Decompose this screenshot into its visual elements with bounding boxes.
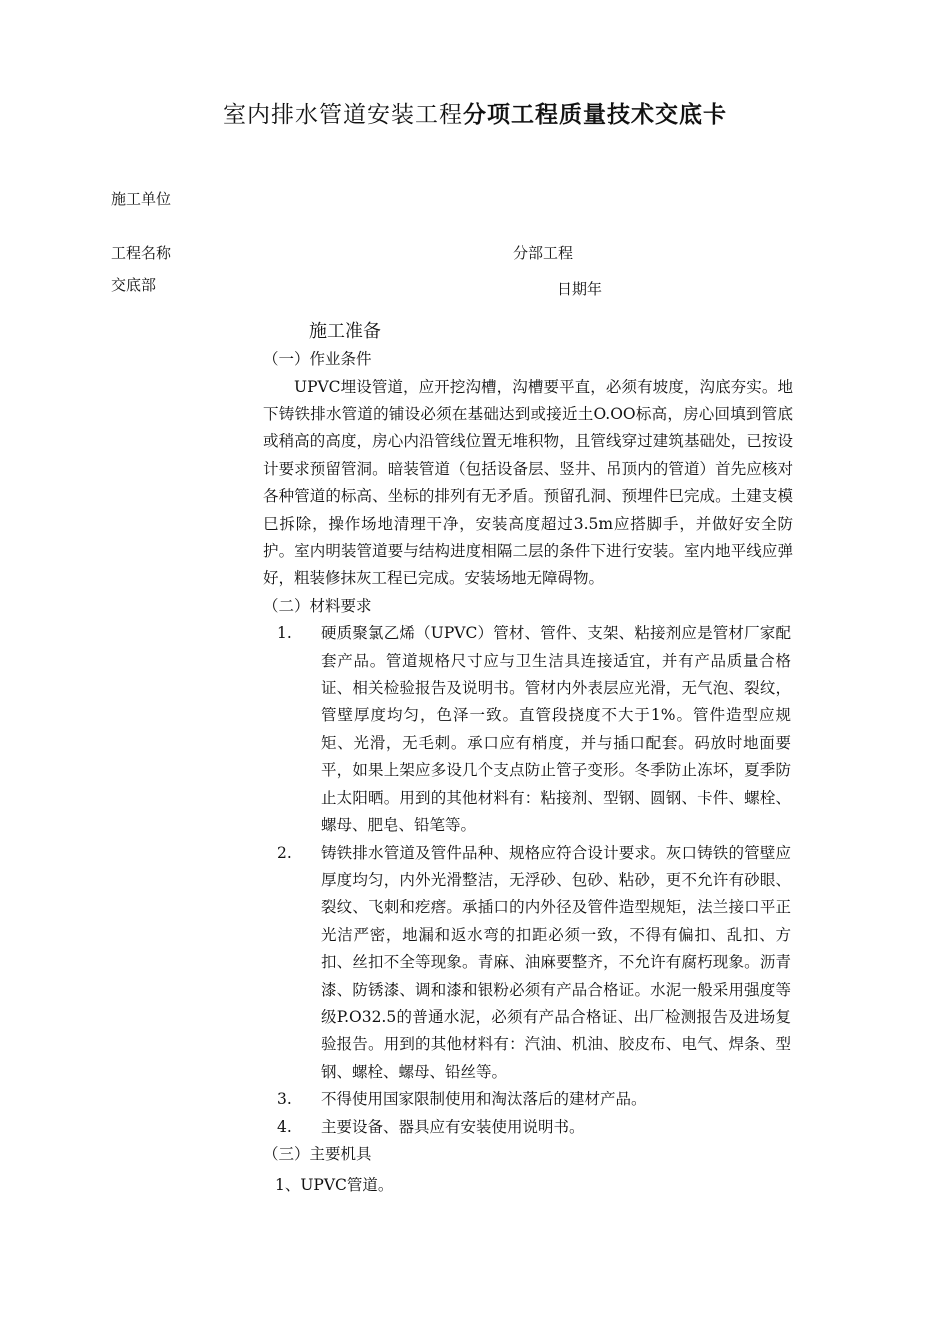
list-item-text: 不得使用国家限制使用和淘汰落后的建材产品。 [321,1090,647,1109]
construction-unit-label: 施工单位 [111,190,172,208]
disclosure-label-text: 交底部 [111,276,157,294]
list-item-number: 2. [277,843,292,862]
title-normal: 室内排水管道安装工程 [223,102,463,128]
list-item [263,840,793,1087]
document-title [0,96,950,129]
conditions-heading: （一）作业条件 [263,350,372,368]
conditions-paragraph: UPVC埋设管道，应开挖沟槽，沟槽要平直，必须有坡度，沟底夯实。地下铸铁排水管道的铺设必须在基础达到或接近土O.OO标高，房心回填到管底或稍高的高度，房心内沿管线位置无堆积物，且管线穿过建筑基础处，已按设计要求预留管洞。暗装管道（包括设备层、竖井、吊顶内的管道）首先应核对各种管道的标高、坐标的排列有无矛盾。预留孔洞、预埋件巳完成。土建支模巳拆除，操作场地清理干净，安装高度超过3.5m应搭脚手，并做好安全防护。室内明装管道要与结构进度相隔二层的条件下进行安装。室内地平线应弹好，粗装修抹灰工程已完成。安装场地无障碍物。 [263,377,793,588]
title-bold: 分项工程质量技术交底卡 [463,102,727,128]
materials-heading: （二）材料要求 [263,596,372,615]
main-content [263,318,793,1200]
list-item-number: 4. [277,1117,292,1136]
list-item-text: 主要设备、器具应有安装使用说明书。 [321,1117,585,1136]
division-label: 分部工程 [513,244,574,262]
project-name-label: 工程名称 [111,244,172,262]
tools-first-item: 1、UPVC管道。 [275,1176,394,1195]
list-item-text: 硬质聚氯乙烯（UPVC）管材、管件、支架、粘接剂应是管材厂家配套产品。管道规格尺寸应与卫生洁具连接适宜，并有产品质量合格证、相关检验报告及说明书。管材内外表层应光滑，无气泡、裂纹，管壁厚度均匀，色泽一致。直管段挠度不大于1%。管件造型应规矩、光滑，无毛刺。承口应有梢度，并与插口配套。码放时地面要平，如果上架应多设几个支点防止管子变形。冬季防止冻坏，夏季防止太阳晒。用到的其他材料有：粘接剂、型钢、圆钢、卡件、螺栓、螺母、肥皂、铅笔等。 [321,624,791,835]
list-item [263,620,793,839]
disclosure-label [111,276,157,294]
list-item-number: 3. [277,1090,292,1109]
section-title: 施工准备 [309,321,381,342]
materials-list [263,620,793,1141]
list-item [263,1114,793,1141]
list-item-text: 铸铁排水管道及管件品种、规格应符合设计要求。灰口铸铁的管壁应厚度均匀，内外光滑整洁，无浮砂、包砂、粘砂，更不允许有砂眼、裂纹、飞刺和疙瘩。承插口的内外径及管件造型规矩，法兰接口平正光洁严密，地漏和返水弯的扣距必须一致，不得有偏扣、乱扣、方扣、丝扣不全等现象。青麻、油麻要整齐，不允许有腐朽现象。沥青漆、防锈漆、调和漆和银粉必须有产品合格证。水泥一般采用强度等级P.O32.5的普通水泥，必须有产品合格证、出厂检测报告及进场复验报告。用到的其他材料有：汽油、机油、胶皮布、电气、焊条、型钢、螺栓、螺母、铅丝等。 [321,843,791,1081]
tools-heading: （三）主要机具 [263,1144,372,1163]
list-item-number: 1. [277,624,292,643]
date-label: 日期年 [557,280,603,298]
list-item [263,1086,793,1113]
